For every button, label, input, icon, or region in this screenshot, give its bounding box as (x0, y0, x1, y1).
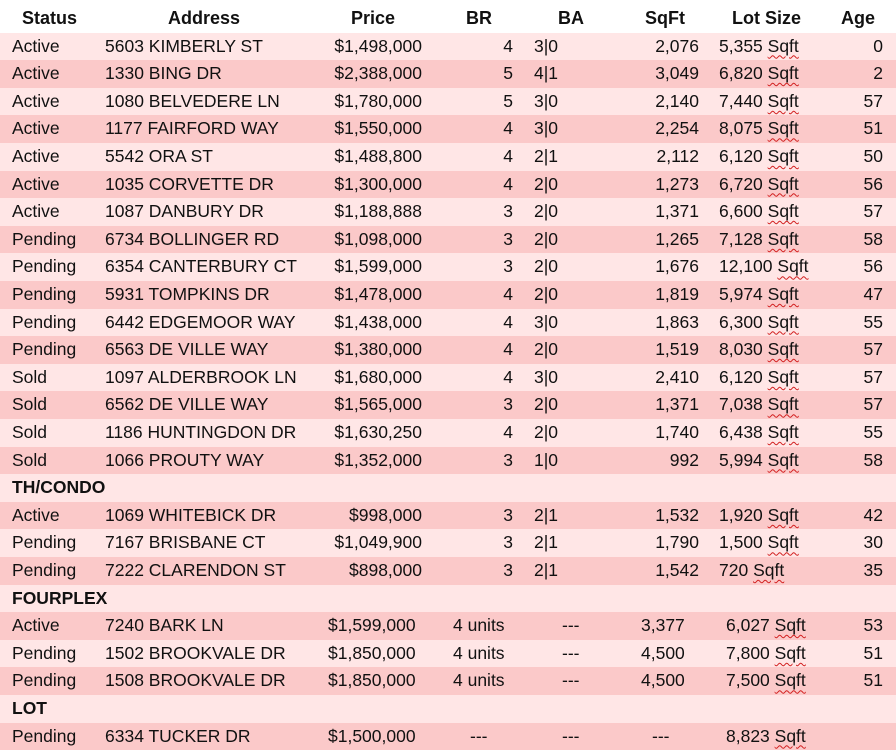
table-row (0, 612, 896, 640)
status-cell: Pending (12, 670, 77, 691)
lot-size-unit: Sqft (767, 284, 799, 304)
lot-size-unit: Sqft (767, 90, 799, 111)
price-cell: $1,599,000 (328, 615, 416, 636)
br-cell: 3 (503, 532, 513, 553)
price-cell: $1,500,000 (328, 725, 416, 746)
status-cell: Active (12, 146, 60, 166)
price-cell: $1,630,250 (334, 422, 422, 442)
br-cell: 3 (503, 560, 513, 580)
lot-size-cell (719, 60, 799, 88)
column-header-lot-size: Lot Size (732, 8, 802, 28)
address-cell: 1097 ALDERBROOK LN (105, 366, 297, 387)
br-cell: 4 (503, 311, 513, 332)
age-cell: 55 (863, 311, 883, 332)
lot-size-value: 1,920 (719, 504, 768, 525)
address-cell: 1069 WHITEBICK DR (105, 504, 277, 525)
age-cell: 50 (863, 146, 883, 166)
lot-size-unit: Sqft (774, 642, 806, 663)
price-cell: $1,438,000 (334, 311, 422, 332)
table-row (0, 88, 896, 116)
column-header-br: BR (466, 8, 492, 28)
address-cell: 6354 CANTERBURY CT (105, 256, 297, 277)
lot-size-value: 7,038 (719, 394, 768, 415)
sqft-cell: --- (652, 725, 670, 746)
sqft-cell: 1,863 (655, 311, 699, 332)
lot-size-cell (719, 557, 784, 585)
status-cell: Sold (12, 394, 48, 415)
sqft-cell: 2,076 (655, 35, 699, 56)
lot-size-cell (719, 364, 799, 392)
price-cell: $1,188,888 (334, 201, 422, 222)
address-cell: 6442 EDGEMOOR WAY (105, 311, 296, 332)
sqft-cell: 2,112 (656, 146, 699, 166)
address-cell: 5542 ORA ST (105, 146, 213, 166)
table-row (0, 529, 896, 557)
price-cell: $1,599,000 (334, 256, 422, 277)
lot-size-unit: Sqft (767, 504, 799, 525)
lot-size-unit: Sqft (767, 394, 799, 415)
status-cell: Sold (12, 449, 48, 470)
lot-size-cell (719, 115, 799, 143)
br-cell: 4 (503, 146, 513, 166)
ba-cell: 3|0 (534, 35, 559, 56)
table-row (0, 723, 896, 751)
lot-size-value: 7,800 (726, 642, 775, 663)
lot-size-value: 6,820 (719, 63, 768, 84)
lot-size-cell (719, 88, 799, 116)
lot-size-cell (726, 723, 806, 751)
column-header-sqft: SqFt (645, 8, 685, 28)
table-row (0, 336, 896, 364)
age-cell: 55 (863, 422, 883, 442)
address-cell: 6334 TUCKER DR (105, 725, 251, 746)
address-cell: 1186 HUNTINGDON DR (105, 422, 297, 442)
ba-cell: 2|0 (534, 256, 559, 277)
section-title: LOT (12, 698, 47, 718)
ba-cell: 2|1 (534, 560, 559, 580)
sqft-cell: 3,377 (641, 615, 685, 636)
lot-size-cell (719, 33, 799, 61)
lot-size-cell (719, 419, 799, 447)
sqft-cell: 992 (669, 449, 699, 470)
lot-size-unit: Sqft (767, 173, 799, 194)
lot-size-unit: Sqft (767, 532, 799, 553)
lot-size-cell (719, 502, 799, 530)
br-cell: 4 (503, 173, 513, 194)
table-row (0, 198, 896, 226)
br-cell: 3 (503, 228, 513, 249)
sqft-cell: 1,371 (655, 394, 699, 415)
sqft-cell: 1,740 (655, 422, 699, 442)
ba-cell: 3|0 (534, 311, 559, 332)
lot-size-unit: Sqft (767, 339, 799, 360)
price-cell: $1,098,000 (334, 228, 422, 249)
lot-size-unit: Sqft (767, 146, 799, 166)
address-cell: 7167 BRISBANE CT (105, 532, 266, 553)
lot-size-value: 1,500 (719, 532, 768, 553)
lot-size-value: 6,120 (719, 146, 768, 166)
price-cell: $1,478,000 (334, 284, 422, 304)
lot-size-unit: Sqft (767, 63, 799, 84)
ba-cell: 2|0 (534, 422, 559, 442)
status-cell: Pending (12, 339, 77, 360)
table-row (0, 33, 896, 61)
address-cell: 7222 CLARENDON ST (105, 560, 286, 580)
lot-size-value: 5,355 (719, 35, 768, 56)
age-cell: 57 (863, 201, 883, 222)
status-cell: Pending (12, 228, 77, 249)
lot-size-value: 7,128 (719, 228, 768, 249)
sqft-cell: 1,542 (655, 560, 699, 580)
sqft-cell: 1,819 (655, 284, 699, 304)
lot-size-cell (719, 253, 809, 281)
price-cell: $998,000 (349, 504, 422, 525)
sqft-cell: 2,140 (655, 90, 699, 111)
ba-cell: 3|0 (534, 90, 559, 111)
lot-size-unit: Sqft (767, 118, 799, 139)
age-cell: 35 (863, 560, 883, 580)
table-row (0, 419, 896, 447)
table-row (0, 171, 896, 199)
status-cell: Active (12, 201, 60, 222)
address-cell: 6562 DE VILLE WAY (105, 394, 269, 415)
table-row (0, 309, 896, 337)
table-row (0, 447, 896, 475)
lot-size-unit: Sqft (767, 35, 799, 56)
status-cell: Pending (12, 560, 77, 580)
price-cell: $1,850,000 (328, 642, 416, 663)
lot-size-cell (719, 143, 799, 171)
ba-cell: 2|1 (534, 146, 559, 166)
sqft-cell: 1,676 (655, 256, 699, 277)
age-cell: 58 (863, 449, 883, 470)
age-cell: 57 (863, 366, 883, 387)
age-cell: 56 (863, 173, 883, 194)
br-cell: --- (470, 725, 488, 746)
sqft-cell: 1,532 (655, 504, 699, 525)
section-title: FOURPLEX (12, 587, 108, 608)
br-cell: 5 (503, 90, 513, 111)
status-cell: Active (12, 118, 60, 139)
table-row (0, 364, 896, 392)
ba-cell: --- (562, 725, 580, 746)
age-cell: 53 (863, 615, 883, 636)
price-cell: $1,680,000 (334, 366, 422, 387)
price-cell: $1,049,900 (334, 532, 422, 553)
sqft-cell: 1,519 (655, 339, 699, 360)
ba-cell: --- (562, 615, 580, 636)
header-row (0, 5, 896, 33)
age-cell: 57 (863, 394, 883, 415)
lot-size-unit: Sqft (767, 366, 799, 387)
ba-cell: 3|0 (534, 118, 559, 139)
lot-size-unit: Sqft (767, 228, 799, 249)
lot-size-cell (719, 391, 799, 419)
status-cell: Pending (12, 532, 77, 553)
age-cell: 0 (873, 35, 883, 56)
lot-size-cell (719, 336, 799, 364)
column-header-status: Status (22, 8, 78, 28)
sqft-cell: 4,500 (641, 670, 685, 691)
status-cell: Active (12, 63, 60, 84)
table-row (0, 226, 896, 254)
section-heading (0, 695, 896, 723)
status-cell: Active (12, 504, 60, 525)
lot-size-cell (719, 226, 799, 254)
address-cell: 1330 BING DR (105, 63, 222, 84)
column-header-address: Address (168, 8, 241, 28)
lot-size-unit: Sqft (774, 615, 806, 636)
column-header-age: Age (841, 8, 876, 28)
ba-cell: 2|0 (534, 339, 559, 360)
status-cell: Sold (12, 422, 48, 442)
table-row (0, 60, 896, 88)
br-cell: 4 (503, 284, 513, 304)
lot-size-value: 6,120 (719, 366, 768, 387)
status-cell: Pending (12, 256, 77, 277)
lot-size-cell (719, 171, 799, 199)
ba-cell: 4|1 (534, 63, 559, 84)
age-cell: 30 (863, 532, 883, 553)
lot-size-unit: Sqft (774, 670, 806, 691)
address-cell: 1035 CORVETTE DR (105, 173, 274, 194)
ba-cell: 2|1 (534, 504, 559, 525)
br-cell: 4 units (453, 670, 505, 691)
table-row (0, 281, 896, 309)
sqft-cell: 1,790 (655, 532, 699, 553)
table-row (0, 115, 896, 143)
ba-cell: 1|0 (534, 449, 559, 470)
sqft-cell: 3,049 (655, 63, 699, 84)
column-header-ba: BA (558, 8, 584, 28)
address-cell: 1087 DANBURY DR (105, 201, 264, 222)
age-cell: 51 (863, 642, 883, 663)
price-cell: $1,850,000 (328, 670, 416, 691)
lot-size-value: 7,500 (726, 670, 775, 691)
br-cell: 4 (503, 118, 513, 139)
address-cell: 5931 TOMPKINS DR (105, 284, 270, 304)
section-title: TH/CONDO (12, 477, 106, 498)
price-cell: $1,352,000 (334, 449, 422, 470)
price-cell: $898,000 (349, 560, 422, 580)
lot-size-value: 6,300 (719, 311, 768, 332)
ba-cell: 2|0 (534, 173, 559, 194)
lot-size-cell (719, 309, 799, 337)
status-cell: Active (12, 173, 60, 194)
br-cell: 3 (503, 449, 513, 470)
address-cell: 7240 BARK LN (105, 615, 224, 636)
lot-size-value: 8,075 (719, 118, 768, 139)
age-cell: 51 (863, 118, 883, 139)
status-cell: Active (12, 615, 60, 636)
age-cell: 42 (863, 504, 883, 525)
lot-size-unit: Sqft (767, 311, 799, 332)
ba-cell: 3|0 (534, 366, 559, 387)
br-cell: 5 (503, 63, 513, 84)
sqft-cell: 1,265 (655, 228, 699, 249)
sqft-cell: 2,254 (655, 118, 699, 139)
lot-size-value: 5,994 (719, 449, 768, 470)
lot-size-cell (719, 529, 799, 557)
br-cell: 3 (503, 256, 513, 277)
price-cell: $1,380,000 (334, 339, 422, 360)
column-header-price: Price (351, 8, 396, 28)
ba-cell: --- (562, 670, 580, 691)
address-cell: 1080 BELVEDERE LN (105, 90, 280, 111)
status-cell: Active (12, 35, 60, 56)
lot-size-cell (719, 198, 799, 226)
lot-size-cell (719, 447, 799, 475)
lot-size-value: 6,720 (719, 173, 768, 194)
sqft-cell: 4,500 (641, 642, 685, 663)
br-cell: 3 (503, 201, 513, 222)
address-cell: 1177 FAIRFORD WAY (105, 118, 279, 139)
lot-size-value: 6,438 (719, 422, 768, 442)
age-cell: 47 (863, 284, 883, 304)
price-cell: $1,780,000 (334, 90, 422, 111)
ba-cell: 2|0 (534, 284, 559, 304)
sqft-cell: 1,371 (655, 201, 699, 222)
price-cell: $1,550,000 (334, 118, 422, 139)
ba-cell: 2|0 (534, 394, 559, 415)
lot-size-cell (726, 640, 806, 668)
price-cell: $1,488,800 (334, 146, 422, 166)
lot-size-value: 8,823 (726, 725, 775, 746)
table-row (0, 502, 896, 530)
lot-size-value: 6,600 (719, 201, 768, 222)
age-cell: 56 (863, 256, 883, 277)
ba-cell: 2|0 (534, 228, 559, 249)
age-cell: 57 (863, 90, 883, 111)
price-cell: $1,498,000 (334, 35, 422, 56)
br-cell: 3 (503, 394, 513, 415)
price-cell: $1,565,000 (334, 394, 422, 415)
address-cell: 1066 PROUTY WAY (105, 449, 265, 470)
lot-size-cell (726, 612, 806, 640)
table-row (0, 640, 896, 668)
age-cell: 58 (863, 228, 883, 249)
table-row (0, 143, 896, 171)
price-cell: $1,300,000 (334, 173, 422, 194)
status-cell: Sold (12, 366, 48, 387)
section-heading (0, 474, 896, 502)
br-cell: 3 (503, 504, 513, 525)
br-cell: 4 units (453, 615, 505, 636)
sqft-cell: 1,273 (655, 173, 699, 194)
table-row (0, 391, 896, 419)
age-cell: 51 (863, 670, 883, 691)
lot-size-cell (719, 281, 799, 309)
lot-size-value: 5,974 (719, 284, 768, 304)
price-cell: $2,388,000 (334, 63, 422, 84)
table-row (0, 667, 896, 695)
ba-cell: --- (562, 642, 580, 663)
table-row (0, 253, 896, 281)
lot-size-unit: Sqft (753, 560, 785, 580)
address-cell: 6734 BOLLINGER RD (105, 228, 280, 249)
section-heading (0, 585, 896, 613)
age-cell: 2 (873, 63, 883, 84)
table-row (0, 557, 896, 585)
sqft-cell: 2,410 (655, 366, 699, 387)
address-cell: 1508 BROOKVALE DR (105, 670, 286, 691)
address-cell: 5603 KIMBERLY ST (105, 35, 263, 56)
address-cell: 6563 DE VILLE WAY (105, 339, 269, 360)
br-cell: 4 (503, 366, 513, 387)
lot-size-value: 720 (719, 560, 754, 580)
br-cell: 4 (503, 339, 513, 360)
address-cell: 1502 BROOKVALE DR (105, 642, 286, 663)
lot-size-unit: Sqft (774, 725, 806, 746)
br-cell: 4 units (453, 642, 505, 663)
lot-size-unit: Sqft (767, 201, 799, 222)
lot-size-unit: Sqft (767, 449, 799, 470)
lot-size-unit: Sqft (767, 422, 799, 442)
status-cell: Pending (12, 284, 77, 304)
br-cell: 4 (503, 422, 513, 442)
status-cell: Pending (12, 725, 77, 746)
status-cell: Active (12, 90, 60, 111)
lot-size-value: 12,100 (719, 256, 778, 277)
br-cell: 4 (503, 35, 513, 56)
ba-cell: 2|1 (534, 532, 559, 553)
lot-size-value: 8,030 (719, 339, 768, 360)
ba-cell: 2|0 (534, 201, 559, 222)
status-cell: Pending (12, 642, 77, 663)
age-cell: 57 (863, 339, 883, 360)
lot-size-unit: Sqft (777, 256, 809, 277)
lot-size-value: 6,027 (726, 615, 775, 636)
lot-size-value: 7,440 (719, 90, 768, 111)
status-cell: Pending (12, 311, 77, 332)
lot-size-cell (726, 667, 806, 695)
